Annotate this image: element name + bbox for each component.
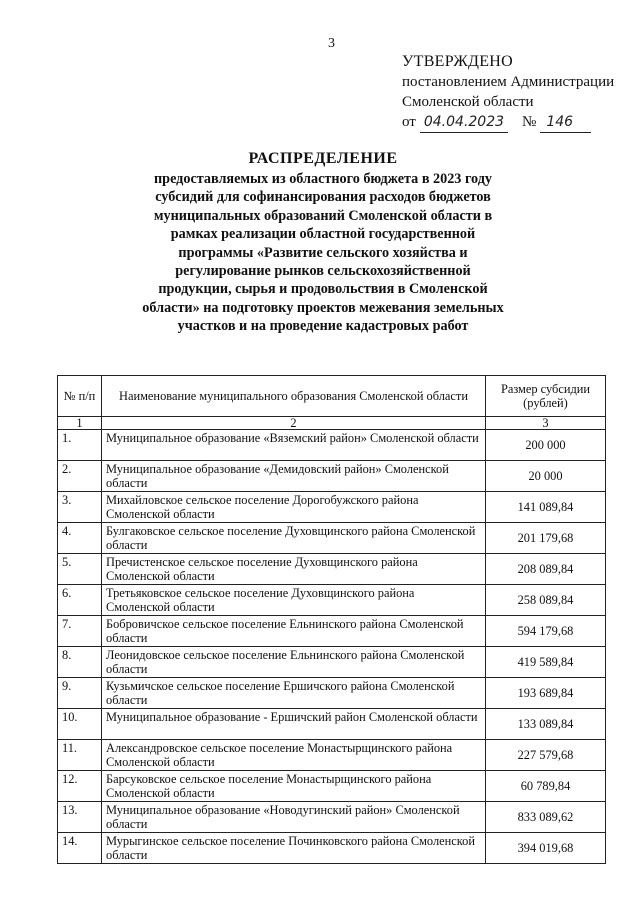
table-row: [58, 585, 606, 616]
column-index-row: [58, 417, 606, 430]
row-number: 3.: [58, 492, 102, 523]
date-prefix: от: [402, 114, 416, 130]
row-name: Мурыгинское сельское поселение Починковского района Смоленской области: [102, 833, 486, 864]
document-title: РАСПРЕДЕЛЕНИЕ: [248, 150, 398, 167]
row-name: Третьяковское сельское поселение Духовщинского района Смоленской области: [102, 585, 486, 616]
row-name: Кузьмичское сельское поселение Ершичского района Смоленской области: [102, 678, 486, 709]
row-number: 11.: [58, 740, 102, 771]
table-row: [58, 802, 606, 833]
row-number: 13.: [58, 802, 102, 833]
subsidy-table: [57, 375, 606, 864]
row-number: 14.: [58, 833, 102, 864]
row-amount: 200 000: [486, 430, 606, 461]
row-amount: 227 579,68: [486, 740, 606, 771]
row-amount: 201 179,68: [486, 523, 606, 554]
row-amount: 833 089,62: [486, 802, 606, 833]
handwritten-date: 04.04.2023: [420, 112, 508, 133]
row-name: Бобровичское сельское поселение Ельнинского района Смоленской области: [102, 616, 486, 647]
table-row: [58, 430, 606, 461]
header-name: Наименование муниципального образования Смоленской области: [102, 376, 486, 417]
table-row: [58, 771, 606, 802]
number-prefix: №: [522, 114, 537, 130]
table-header-row: [58, 376, 606, 417]
column-index: 3: [486, 417, 606, 430]
table-row: [58, 647, 606, 678]
row-amount: 394 019,68: [486, 833, 606, 864]
row-amount: 208 089,84: [486, 554, 606, 585]
row-number: 2.: [58, 461, 102, 492]
row-number: 1.: [58, 430, 102, 461]
row-number: 6.: [58, 585, 102, 616]
row-name: Леонидовское сельское поселение Ельнинского района Смоленской области: [102, 647, 486, 678]
row-number: 7.: [58, 616, 102, 647]
row-amount: 594 179,68: [486, 616, 606, 647]
document-heading: [140, 150, 506, 336]
table-row: [58, 833, 606, 864]
table-row: [58, 678, 606, 709]
table-row: [58, 523, 606, 554]
row-amount: 419 589,84: [486, 647, 606, 678]
approval-date-line: [402, 112, 614, 133]
table-row: [58, 461, 606, 492]
table-row: [58, 740, 606, 771]
header-amount: Размер субсидии (рублей): [486, 376, 606, 417]
table-row: [58, 616, 606, 647]
row-name: Александровское сельское поселение Монастырщинского района Смоленской области: [102, 740, 486, 771]
row-amount: 141 089,84: [486, 492, 606, 523]
row-name: Михайловское сельское поселение Дорогобужского района Смоленской области: [102, 492, 486, 523]
row-amount: 258 089,84: [486, 585, 606, 616]
row-number: 5.: [58, 554, 102, 585]
approval-line-1: постановлением Администрации: [402, 74, 615, 90]
row-name: Муниципальное образование «Вяземский район» Смоленской области: [102, 430, 486, 461]
row-number: 9.: [58, 678, 102, 709]
approval-line-2: Смоленской области: [402, 94, 534, 110]
table-row: [58, 554, 606, 585]
approval-title: УТВЕРЖДЕНО: [402, 53, 514, 70]
page-number: 3: [328, 36, 335, 51]
column-index: 1: [58, 417, 102, 430]
approval-stamp: [402, 52, 614, 133]
row-number: 4.: [58, 523, 102, 554]
row-amount: 60 789,84: [486, 771, 606, 802]
row-number: 8.: [58, 647, 102, 678]
row-amount: 133 089,84: [486, 709, 606, 740]
row-amount: 193 689,84: [486, 678, 606, 709]
row-amount: 20 000: [486, 461, 606, 492]
row-name: Муниципальное образование - Ершичский район Смоленской области: [102, 709, 486, 740]
row-number: 10.: [58, 709, 102, 740]
row-name: Барсуковское сельское поселение Монастырщинского района Смоленской области: [102, 771, 486, 802]
handwritten-number: 146: [540, 112, 591, 133]
row-name: Муниципальное образование «Новодугинский район» Смоленской области: [102, 802, 486, 833]
row-name: Пречистенское сельское поселение Духовщинского района Смоленской области: [102, 554, 486, 585]
table-row: [58, 492, 606, 523]
row-name: Муниципальное образование «Демидовский район» Смоленской области: [102, 461, 486, 492]
column-index: 2: [102, 417, 486, 430]
document-subtitle: предоставляемых из областного бюджета в 2023 году субсидий для софинансирования расходов бюджетов муниципальных образований Смоленской области в рамках реализации областной государственной программы «Развитие сельского хозяйства и регулирование рынков сельскохозяйственной продукции, сырья и продовольствия в Смоленской области» на подготовку проектов межевания земельных участков и на проведение кадастровых работ: [142, 171, 504, 335]
row-number: 12.: [58, 771, 102, 802]
header-number: № п/п: [58, 376, 102, 417]
row-name: Булгаковское сельское поселение Духовщинского района Смоленской области: [102, 523, 486, 554]
table-row: [58, 709, 606, 740]
